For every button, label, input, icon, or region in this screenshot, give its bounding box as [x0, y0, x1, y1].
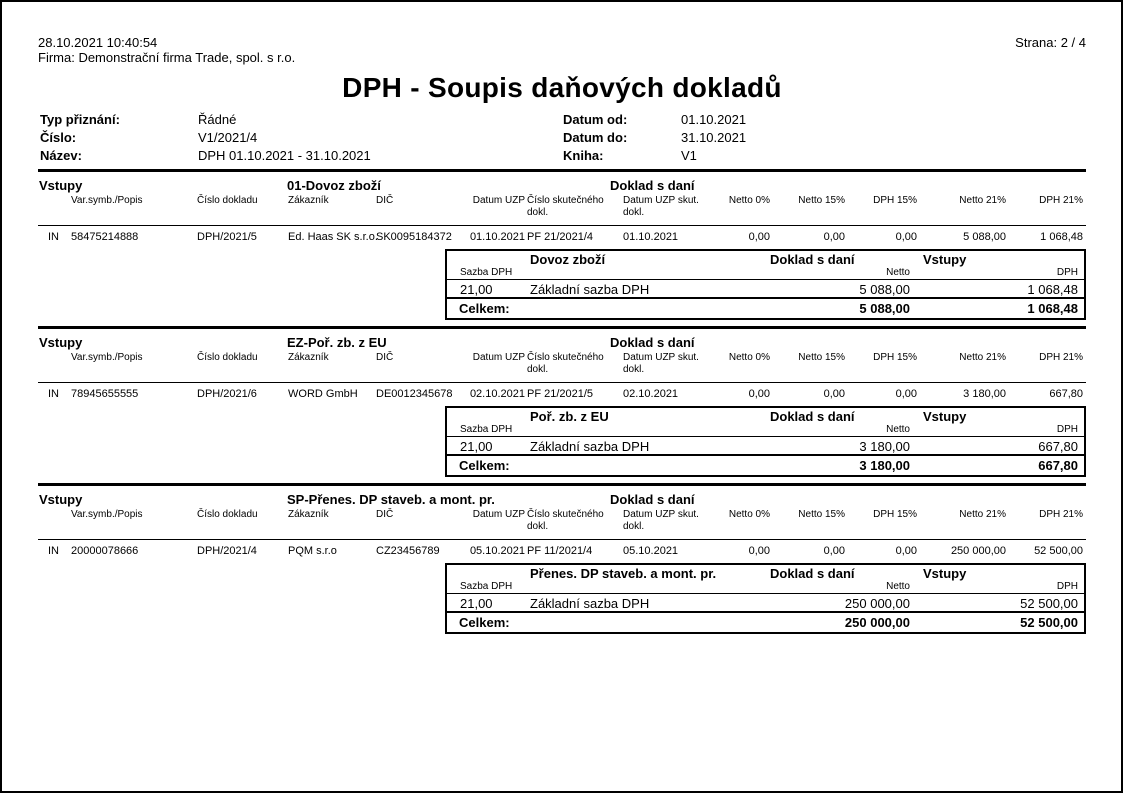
section-group: SP-Přenes. DP staveb. a mont. pr. [287, 492, 495, 507]
summary-box-title-row [447, 565, 1084, 581]
summary-rate: 21,00 [460, 439, 493, 454]
meta-label-cislo: Číslo: [40, 130, 77, 145]
section-doc-type: Doklad s daní [610, 178, 695, 193]
col-var-symb: Var.symb./Popis [71, 195, 143, 206]
row-netto-21: 5 088,00 [963, 231, 1006, 243]
col-dic: DIČ [376, 352, 394, 363]
section-direction: Vstupy [39, 178, 83, 193]
summary-title: Přenes. DP staveb. a mont. pr. [530, 566, 717, 581]
summary-rate-name: Základní sazba DPH [530, 596, 650, 611]
summary-box [445, 406, 1086, 477]
col-zakaznik: Zákazník [288, 195, 329, 206]
vat-section-1 [38, 172, 1086, 320]
summary-netto-label: Netto [886, 424, 910, 435]
row-var-symb: 58475214888 [71, 231, 139, 243]
col-cislo-skut-dokl: Číslo skutečného dokl. [527, 352, 604, 375]
row-zakaznik: Ed. Haas SK s.r.o. [288, 231, 378, 243]
summary-box-sublabels [447, 424, 1084, 437]
section-header [38, 489, 1086, 509]
row-dph-15: 0,00 [895, 231, 917, 243]
summary-direction: Vstupy [923, 252, 967, 267]
row-zakaznik: WORD GmbH [288, 388, 358, 400]
section-group: EZ-Poř. zb. z EU [287, 335, 387, 350]
summary-dph-label: DPH [1056, 267, 1078, 278]
summary-total-netto: 250 000,00 [844, 615, 910, 630]
meta-label-kniha: Kniha: [563, 148, 604, 163]
col-cislo-dokladu: Číslo dokladu [197, 352, 258, 363]
meta-value-nazev: DPH 01.10.2021 - 31.10.2021 [198, 148, 371, 163]
summary-box-sublabels [447, 581, 1084, 594]
summary-direction: Vstupy [923, 566, 967, 581]
row-dic: CZ23456789 [376, 545, 440, 557]
row-netto-0: 0,00 [748, 545, 770, 557]
row-netto-21: 3 180,00 [963, 388, 1006, 400]
summary-rate-name: Základní sazba DPH [530, 439, 650, 454]
report-meta [38, 112, 1086, 172]
row-dph-21: 52 500,00 [1034, 545, 1083, 557]
row-datum-uzp: 02.10.2021 [469, 388, 525, 400]
summary-sazba-label: Sazba DPH [460, 581, 513, 592]
summary-rate-name: Základní sazba DPH [530, 282, 650, 297]
row-marker: IN [48, 388, 59, 400]
col-zakaznik: Zákazník [288, 509, 329, 520]
col-datum-uzp-skut: Datum UZP skut. dokl. [623, 352, 699, 375]
summary-box-sublabels [447, 267, 1084, 280]
summary-total-netto: 3 180,00 [859, 458, 910, 473]
summary-dph-label: DPH [1056, 424, 1078, 435]
company-name: Firma: Demonstrační firma Trade, spol. s r.o. [38, 50, 296, 65]
section-direction: Vstupy [39, 335, 83, 350]
section-doc-type: Doklad s daní [610, 335, 695, 350]
row-cislo-dokladu: DPH/2021/6 [197, 388, 257, 400]
document-row [38, 540, 1086, 561]
column-headers [38, 195, 1086, 226]
col-var-symb: Var.symb./Popis [71, 352, 143, 363]
row-marker: IN [48, 231, 59, 243]
col-dph-15: DPH 15% [873, 352, 917, 363]
row-marker: IN [48, 545, 59, 557]
col-dic: DIČ [376, 509, 394, 520]
col-netto-21: Netto 21% [959, 195, 1006, 206]
meta-value-datum-do: 31.10.2021 [681, 130, 747, 145]
row-cislo-dokladu: DPH/2021/5 [197, 231, 257, 243]
summary-netto: 3 180,00 [859, 439, 910, 454]
report-title: DPH - Soupis daňových dokladů [342, 72, 782, 103]
summary-dph: 52 500,00 [1020, 596, 1078, 611]
col-netto-15: Netto 15% [798, 195, 845, 206]
column-headers [38, 352, 1086, 383]
row-var-symb: 78945655555 [71, 388, 139, 400]
section-group: 01-Dovoz zboží [287, 178, 381, 193]
col-netto-21: Netto 21% [959, 509, 1006, 520]
row-datum-uzp-skut: 05.10.2021 [623, 545, 679, 557]
row-datum-uzp-skut: 02.10.2021 [623, 388, 679, 400]
meta-value-cislo: V1/2021/4 [198, 130, 258, 145]
summary-rate-row [447, 437, 1084, 456]
summary-netto: 5 088,00 [859, 282, 910, 297]
summary-box [445, 249, 1086, 320]
col-datum-uzp: Datum UZP [472, 195, 525, 206]
summary-total-label: Celkem: [459, 301, 510, 316]
summary-dph-label: DPH [1056, 581, 1078, 592]
row-netto-15: 0,00 [823, 231, 845, 243]
col-datum-uzp-skut: Datum UZP skut. dokl. [623, 509, 699, 532]
col-dph-21: DPH 21% [1039, 195, 1083, 206]
row-var-symb: 20000078666 [71, 545, 139, 557]
meta-value-datum-od: 01.10.2021 [681, 112, 747, 127]
summary-box-title-row [447, 251, 1084, 267]
column-headers [38, 509, 1086, 540]
col-dph-15: DPH 15% [873, 195, 917, 206]
meta-label-datum-do: Datum do: [563, 130, 628, 145]
col-netto-15: Netto 15% [798, 352, 845, 363]
meta-row [38, 148, 1086, 166]
row-cislo-dokladu: DPH/2021/4 [197, 545, 257, 557]
report-header [38, 2, 1086, 65]
summary-rate: 21,00 [460, 596, 493, 611]
document-row [38, 226, 1086, 247]
meta-label-datum-od: Datum od: [563, 112, 628, 127]
summary-dph: 667,80 [1038, 439, 1078, 454]
section-doc-type: Doklad s daní [610, 492, 695, 507]
summary-total-netto: 5 088,00 [859, 301, 910, 316]
col-datum-uzp-skut: Datum UZP skut. dokl. [623, 195, 699, 218]
col-netto-0: Netto 0% [728, 195, 770, 206]
row-datum-uzp: 01.10.2021 [469, 231, 525, 243]
summary-netto-label: Netto [886, 581, 910, 592]
row-datum-uzp-skut: 01.10.2021 [623, 231, 679, 243]
col-cislo-skut-dokl: Číslo skutečného dokl. [527, 195, 604, 218]
summary-box [445, 563, 1086, 634]
summary-total-dph: 52 500,00 [1020, 615, 1078, 630]
meta-row [38, 130, 1086, 148]
col-dph-21: DPH 21% [1039, 352, 1083, 363]
report-header-left [38, 35, 295, 65]
col-cislo-dokladu: Číslo dokladu [197, 509, 258, 520]
col-zakaznik: Zákazník [288, 352, 329, 363]
summary-title: Poř. zb. z EU [530, 409, 609, 424]
meta-row [38, 112, 1086, 130]
row-cislo-skut-dokl: PF 11/2021/4 [527, 545, 593, 557]
summary-box-title-row [447, 408, 1084, 424]
meta-value-kniha: V1 [681, 148, 697, 163]
summary-total-row [447, 456, 1084, 475]
summary-rate-row [447, 594, 1084, 613]
summary-total-dph: 1 068,48 [1027, 301, 1078, 316]
summary-rate-row [447, 280, 1084, 299]
summary-total-label: Celkem: [459, 615, 510, 630]
row-dph-21: 667,80 [1049, 388, 1083, 400]
col-dph-15: DPH 15% [873, 509, 917, 520]
row-zakaznik: PQM s.r.o [288, 545, 337, 557]
col-netto-21: Netto 21% [959, 352, 1006, 363]
summary-total-row [447, 299, 1084, 318]
col-netto-0: Netto 0% [728, 509, 770, 520]
summary-sazba-label: Sazba DPH [460, 424, 513, 435]
row-cislo-skut-dokl: PF 21/2021/4 [527, 231, 594, 243]
col-dph-21: DPH 21% [1039, 509, 1083, 520]
col-datum-uzp: Datum UZP [472, 352, 525, 363]
vat-section-3 [38, 483, 1086, 634]
col-datum-uzp: Datum UZP [472, 509, 525, 520]
summary-doc-type: Doklad s daní [770, 409, 855, 424]
document-row [38, 383, 1086, 404]
report-datetime: 28.10.2021 10:40:54 [38, 35, 158, 50]
summary-doc-type: Doklad s daní [770, 252, 855, 267]
row-dph-15: 0,00 [895, 388, 917, 400]
page-number: Strana: 2 / 4 [1015, 35, 1086, 50]
row-netto-15: 0,00 [823, 388, 845, 400]
row-dph-21: 1 068,48 [1040, 231, 1083, 243]
col-dic: DIČ [376, 195, 394, 206]
summary-rate: 21,00 [460, 282, 493, 297]
row-netto-0: 0,00 [748, 231, 770, 243]
section-header [38, 332, 1086, 352]
section-direction: Vstupy [39, 492, 83, 507]
row-dph-15: 0,00 [895, 545, 917, 557]
col-netto-0: Netto 0% [728, 352, 770, 363]
summary-dph: 1 068,48 [1027, 282, 1078, 297]
summary-direction: Vstupy [923, 409, 967, 424]
row-dic: DE0012345678 [376, 388, 453, 400]
meta-label-nazev: Název: [40, 148, 82, 163]
row-datum-uzp: 05.10.2021 [469, 545, 525, 557]
row-cislo-skut-dokl: PF 21/2021/5 [527, 388, 594, 400]
section-header [38, 175, 1086, 195]
row-netto-15: 0,00 [823, 545, 845, 557]
meta-label-typ-priznani: Typ přiznání: [40, 112, 120, 127]
summary-title: Dovoz zboží [530, 252, 606, 267]
summary-netto: 250 000,00 [844, 596, 910, 611]
vat-section-2 [38, 326, 1086, 477]
summary-doc-type: Doklad s daní [770, 566, 855, 581]
col-cislo-skut-dokl: Číslo skutečného dokl. [527, 509, 604, 532]
row-netto-0: 0,00 [748, 388, 770, 400]
meta-value-typ-priznani: Řádné [198, 112, 237, 127]
summary-netto-label: Netto [886, 267, 910, 278]
row-netto-21: 250 000,00 [950, 545, 1006, 557]
col-cislo-dokladu: Číslo dokladu [197, 195, 258, 206]
col-var-symb: Var.symb./Popis [71, 509, 143, 520]
summary-total-label: Celkem: [459, 458, 510, 473]
col-netto-15: Netto 15% [798, 509, 845, 520]
summary-sazba-label: Sazba DPH [460, 267, 513, 278]
summary-total-row [447, 613, 1084, 632]
summary-total-dph: 667,80 [1038, 458, 1078, 473]
row-dic: SK0095184372 [376, 231, 452, 243]
